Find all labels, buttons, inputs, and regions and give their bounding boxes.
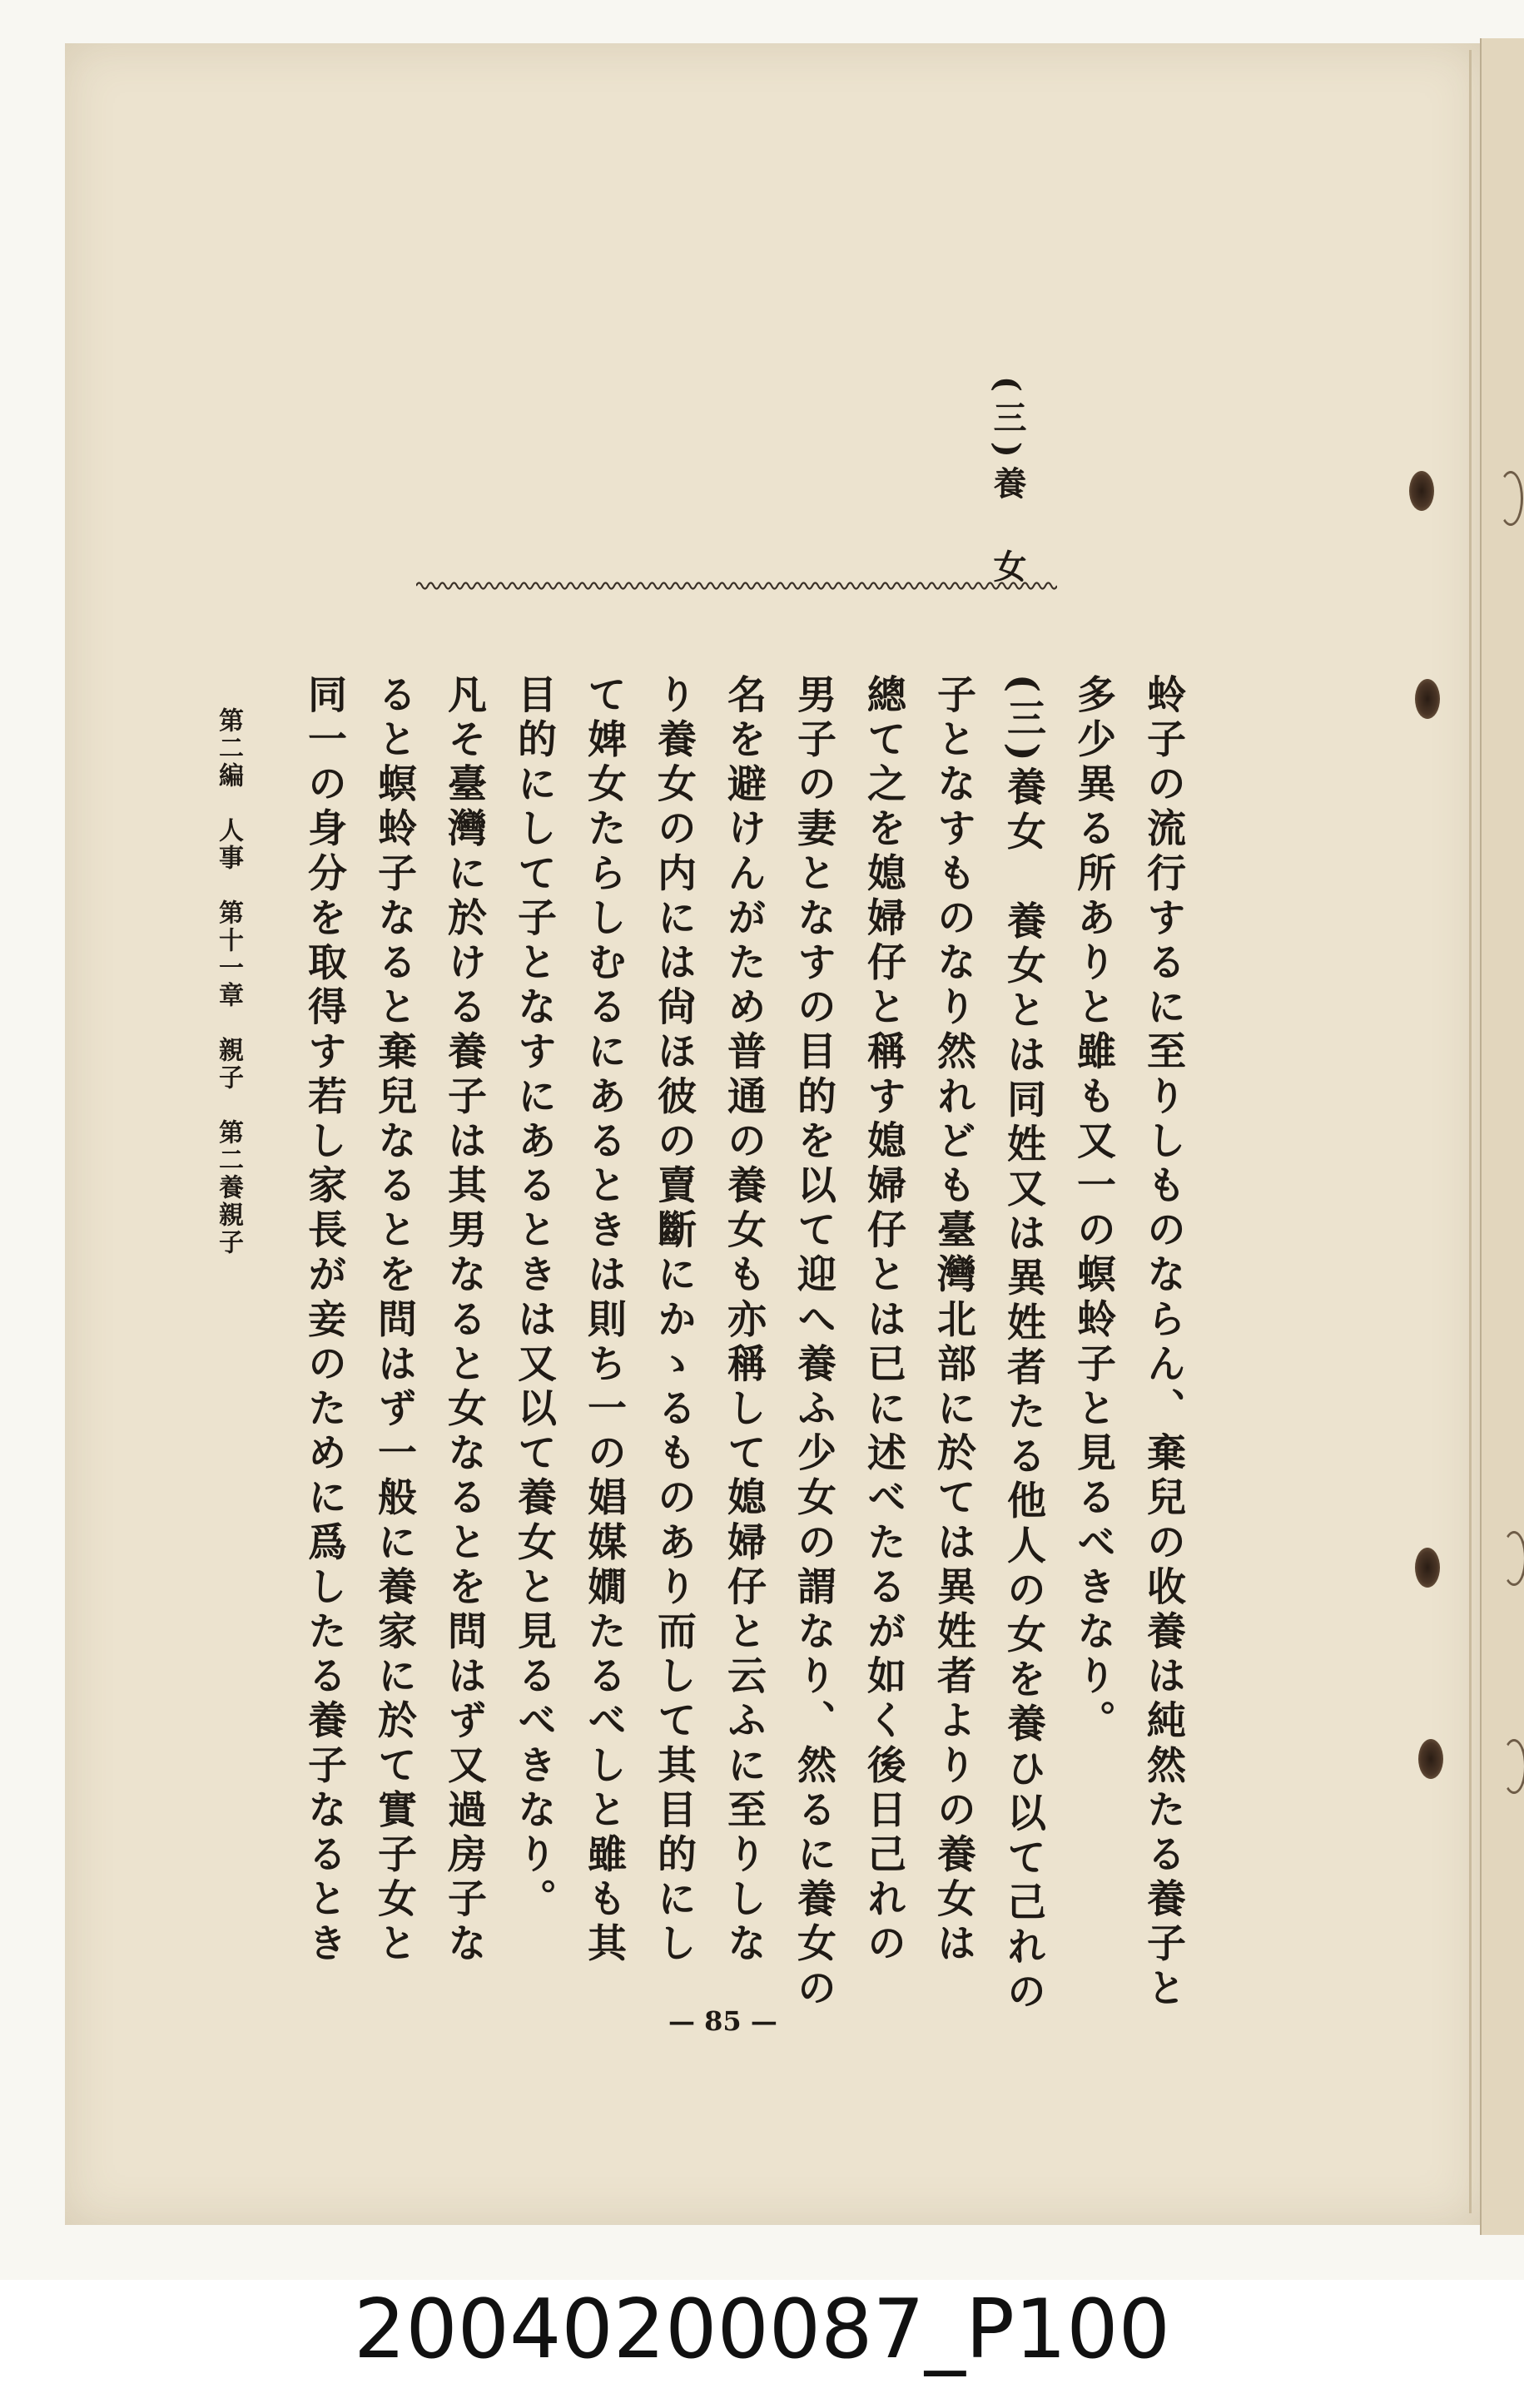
body-text-line: 蛉子の流行するに至りしものならん、棄兒の收養は純然たる養子と <box>1140 674 1186 2012</box>
binding-hole-next-page <box>1502 1739 1524 1794</box>
page-number: — 85 — <box>668 2005 777 2037</box>
body-text-line: 男子の妻となすの目的を以て迎へ養ふ少女の謂なり、然るに養女の <box>791 674 836 2012</box>
next-page-edge <box>1480 38 1524 2235</box>
body-text-line: 子となすものなり然れども臺灣北部に於ては異姓者よりの養女は <box>931 674 976 1968</box>
body-text-line: 名を避けんがため普通の養女も亦稱して媳婦仔と云ふに至りしな <box>721 674 767 1968</box>
body-text-line: て婢女たらしむるにあるときは則ち一の娼媒嫺たるべしと雖も其 <box>581 674 627 1968</box>
body-text-line: 凡そ臺灣に於ける養子は其男なると女なるとを問はず又過房子な <box>441 674 487 1968</box>
body-text-line: ると螟蛉子なると棄兒なるとを問はず一般に養家に於て實子女と <box>371 674 417 1968</box>
page-fold-line <box>1469 50 1472 2213</box>
binding-hole <box>1418 1739 1443 1779</box>
binding-hole <box>1415 1548 1440 1588</box>
archive-id-label: 20040200087_P100 <box>353 2282 1170 2377</box>
running-footer: 第二編 人事 第十一章 親子 第二養親子 <box>214 707 243 1256</box>
body-text-line: り養女の内には尙ほ彼の賣斷にかゝるものあり而して其目的にし <box>651 674 697 1968</box>
wavy-divider <box>416 576 1057 596</box>
binding-hole <box>1409 471 1434 511</box>
body-text-line: 目的にして子となすにあるときは又以て養女と見るべきなり。 <box>511 674 557 1923</box>
body-text-line: 多少異る所ありと雖も又一の螟蛉子と見るべきなり。 <box>1070 674 1116 1745</box>
document-page <box>65 43 1480 2225</box>
body-text-line: 同一の身分を取得す若し家長が妾のために爲したる養子なるとき <box>301 674 347 1968</box>
binding-hole-next-page <box>1498 471 1523 526</box>
body-text-line: (三)養女 養女とは同姓又は異姓者たる他人の女を養ひ以て己れの <box>1000 674 1046 2016</box>
section-heading: (三)養 女 <box>988 376 1027 591</box>
binding-hole <box>1415 679 1440 719</box>
body-text-line: 總て之を媳婦仔と稱す媳婦仔とは已に述べたるが如く後日己れの <box>861 674 906 1968</box>
binding-hole-next-page <box>1502 1531 1524 1586</box>
